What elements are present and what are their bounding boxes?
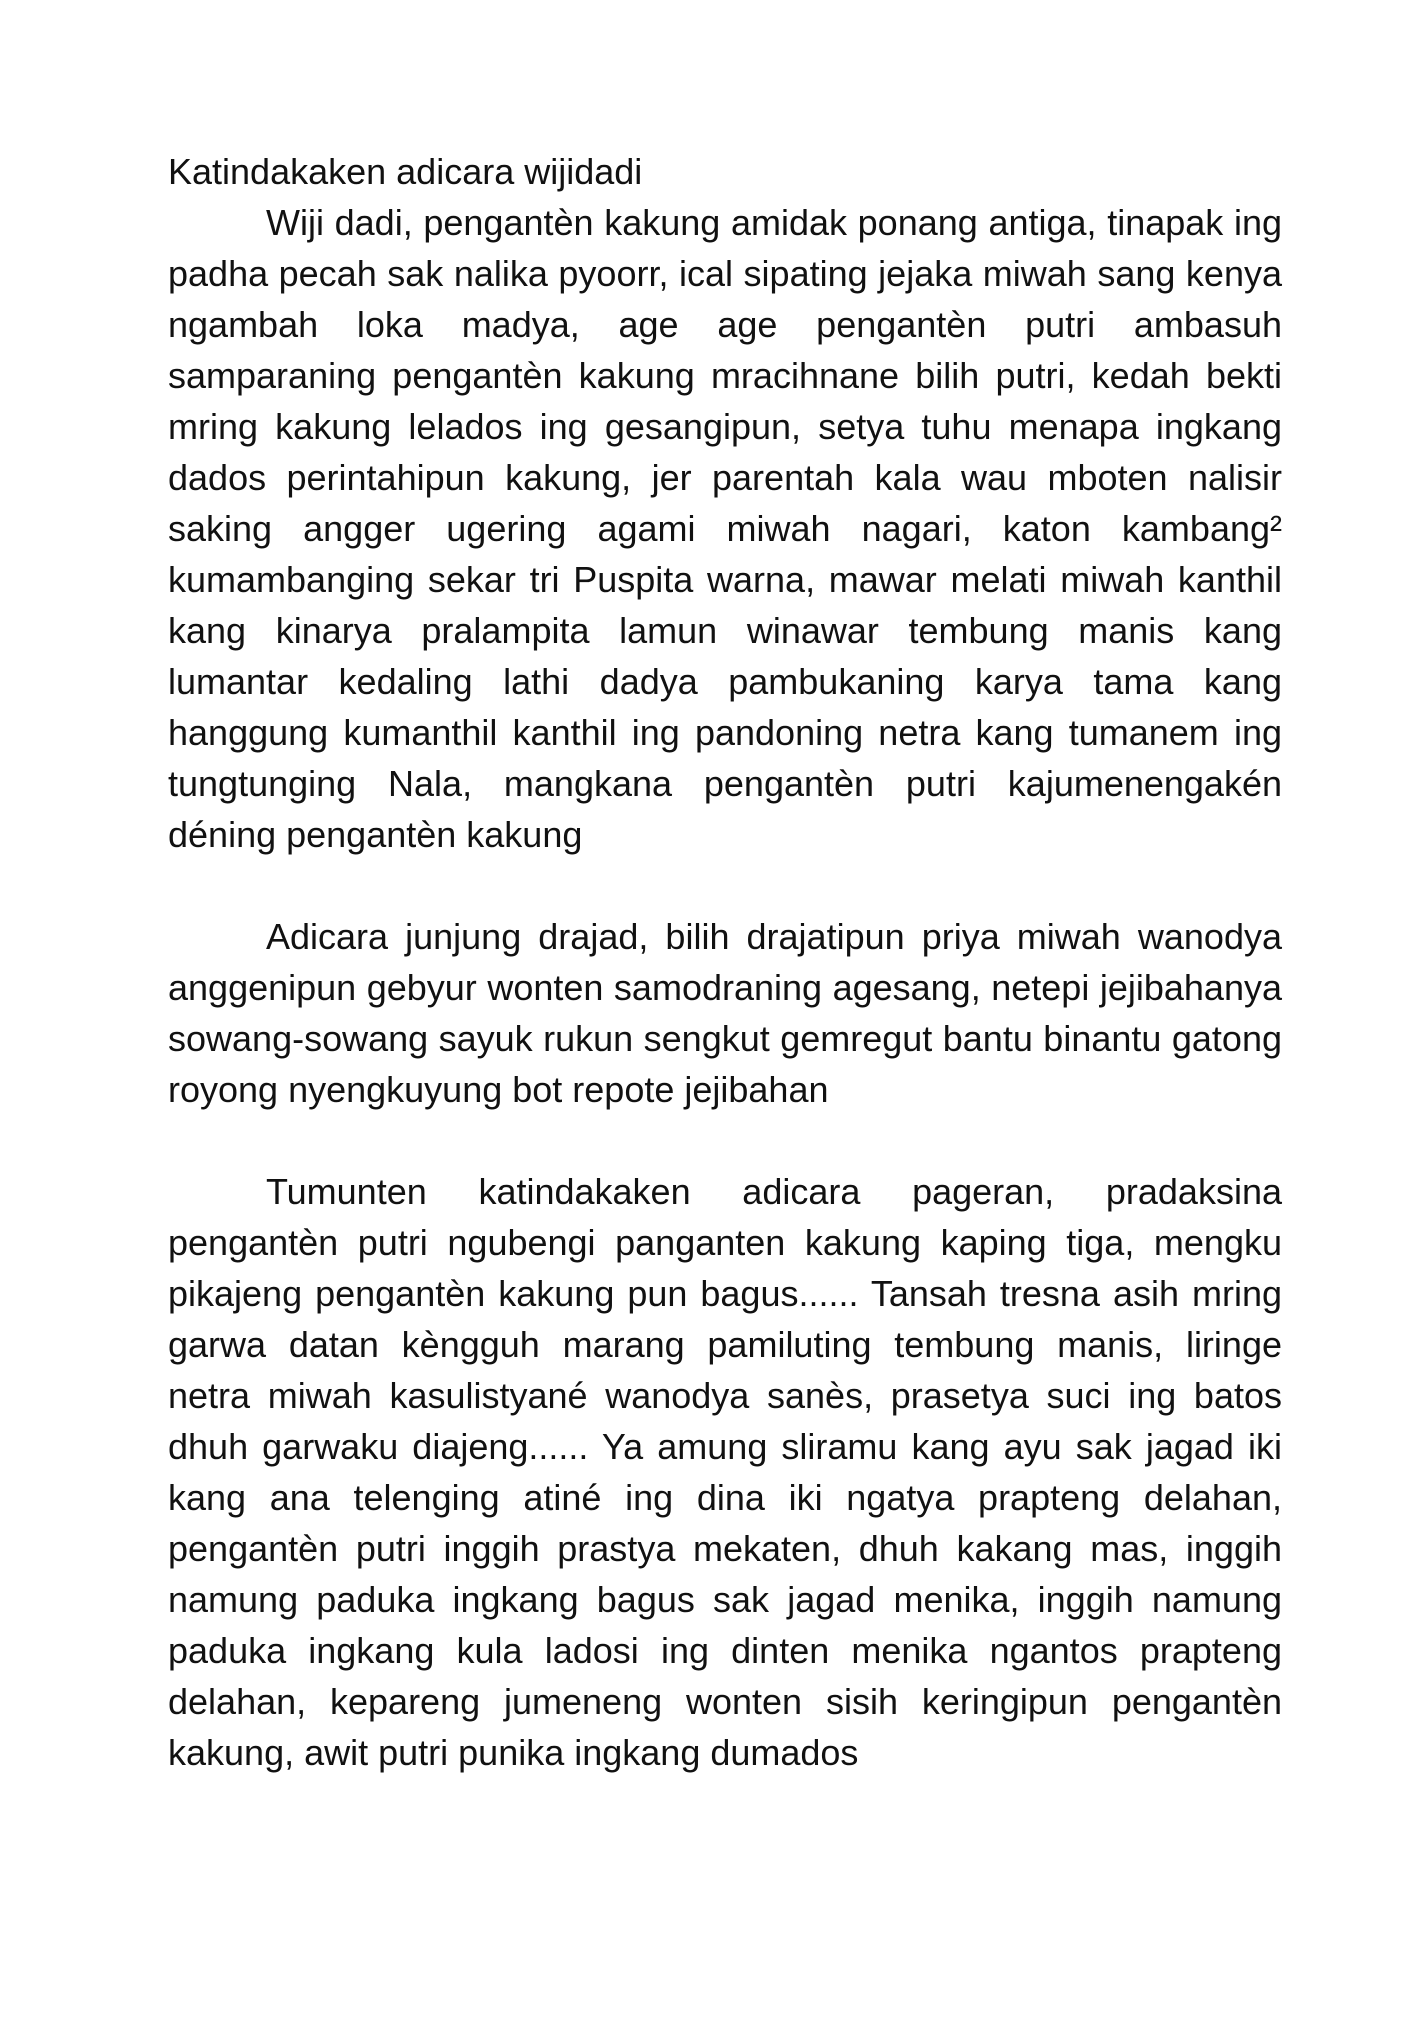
- paragraph-wijidadi: Wiji dadi, pengantèn kakung amidak ponang antiga, tinapak ing padha pecah sak nalika pyoorr, ical sipating jejaka miwah sang kenya ngambah loka madya, age age pengantèn putri ambasuh samparaning pengantèn kakung mracihnane bilih putri, kedah bekti mring kakung lelados ing gesangipun, setya tuhu menapa ingkang dados perintahipun kakung, jer parentah kala wau mboten nalisir saking angger ugering agami miwah nagari, katon kambang² kumambanging sekar tri Puspita warna, mawar melati miwah kanthil kang kinarya pralampita lamun winawar tembung manis kang lumantar kedaling lathi dadya pambukaning karya tama kang hanggung kumanthil kanthil ing pandoning netra kang tumanem ing tungtunging Nala, mangkana pengantèn putri kajumenengakén déning pengantèn kakung: [168, 202, 1282, 855]
- document-body: [168, 146, 1282, 1778]
- paragraph-pageran: Tumunten katindakaken adicara pageran, pradaksina pengantèn putri ngubengi panganten kakung kaping tiga, mengku pikajeng pengantèn kakung pun bagus...... Tansah tresna asih mring garwa datan kèngguh marang pamiluting tembung manis, liringe netra miwah kasulistyané wanodya sanès, prasetya suci ing batos dhuh garwaku diajeng...... Ya amung sliramu kang ayu sak jagad iki kang ana telenging atiné ing dina iki ngatya prapteng delahan, pengantèn putri inggih prastya mekaten, dhuh kakang mas, inggih namung paduka ingkang bagus sak jagad menika, inggih namung paduka ingkang kula ladosi ing dinten menika ngantos prapteng delahan, kepareng jumeneng wonten sisih keringipun pengantèn kakung, awit putri punika ingkang dumados: [168, 1171, 1282, 1773]
- section-heading: Katindakaken adicara wijidadi: [168, 151, 643, 192]
- paragraph-junjung-drajad: Adicara junjung drajad, bilih drajatipun priya miwah wanodya anggenipun gebyur wonten samodraning agesang, netepi jejibahanya sowang-sowang sayuk rukun sengkut gemregut bantu binantu gatong royong nyengkuyung bot repote jejibahan: [168, 916, 1282, 1110]
